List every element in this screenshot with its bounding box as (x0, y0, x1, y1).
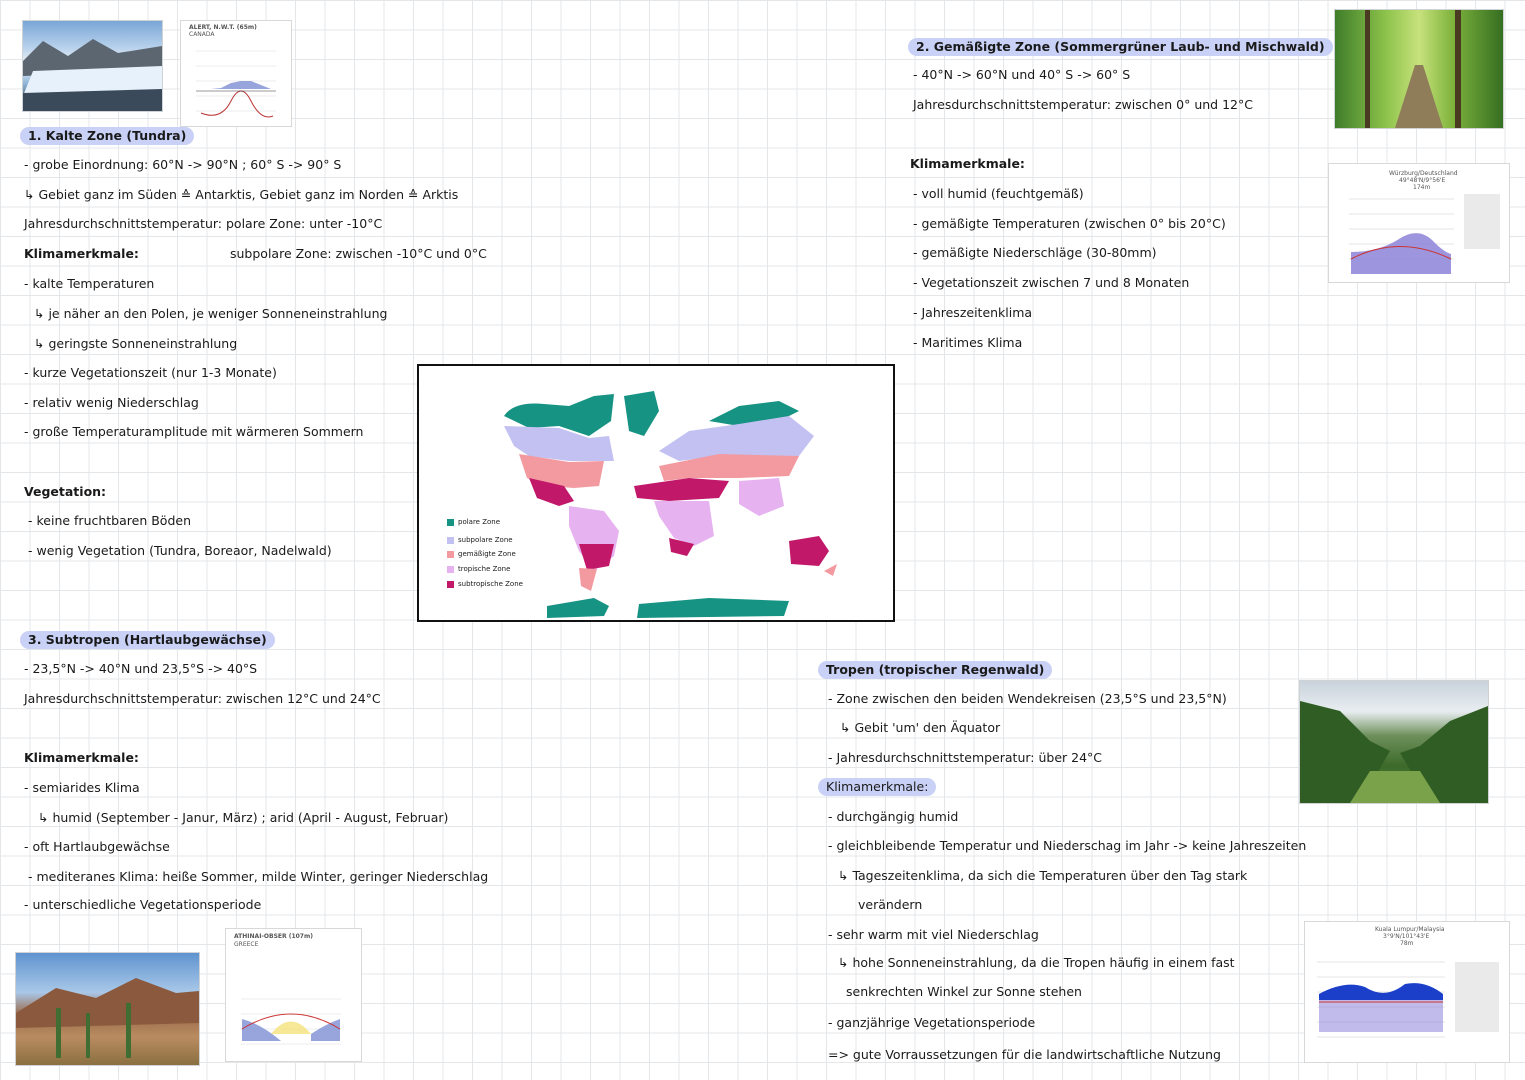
tundra-feature: - kurze Vegetationszeit (nur 1-3 Monate) (24, 365, 277, 380)
greenland (624, 391, 659, 436)
tundra-line: ↳ Gebiet ganz im Süden ≙ Antarktis, Gebiet ganz im Norden ≙ Arktis (24, 187, 459, 202)
temperate-feature: - Jahreszeitenklima (913, 305, 1033, 320)
chart-coords: 49°48'N/9°56'E (1399, 177, 1446, 184)
subtropics-feature: - oft Hartlaubgewächse (24, 839, 170, 854)
asia-tropical (739, 478, 784, 516)
nz-temperate (824, 564, 837, 576)
tropics-feature: ↳ hohe Sonneneinstrahlung, da die Tropen häufig in einem fast (838, 955, 1235, 970)
chart-title: Kuala Lumpur/Malaysia (1375, 926, 1445, 933)
tropics-title: Tropen (tropischer Regenwald) (818, 661, 1052, 679)
tropics-feature: - gleichbleibende Temperatur und Niederschag im Jahr -> keine Jahreszeiten (828, 838, 1307, 853)
temperate-klima-label: Klimamerkmale: (910, 156, 1025, 171)
antarctica-east (637, 598, 789, 618)
subtropics-feature: - semiarides Klima (24, 780, 140, 795)
subtropics-chart-plot (226, 929, 361, 1061)
tundra-line: - grobe Einordnung: 60°N -> 90°N ; 60° S -> 90° S (24, 157, 342, 172)
tundra-line: Jahresdurchschnittstemperatur: polare Zone: unter -10°C (24, 216, 383, 231)
rainforest-shapes (1300, 681, 1488, 803)
subtropics-feature: - mediteranes Klima: heiße Sommer, milde Winter, geringer Niederschlag (28, 869, 489, 884)
tundra-feature: - kalte Temperaturen (24, 276, 155, 291)
climate-zone-map (417, 364, 895, 622)
tundra-klima-label: Klimamerkmale: (24, 246, 139, 261)
tundra-vegetation-item: - wenig Vegetation (Tundra, Boreaor, Nadelwald) (28, 543, 332, 558)
glacier-photo (22, 20, 163, 112)
forest-photo (1334, 9, 1504, 129)
legend-subpolar: subpolare Zone (447, 536, 513, 544)
subtropics-feature: ↳ humid (September - Janur, März) ; arid (April - August, Februar) (38, 810, 449, 825)
temperate-chart-plot (1329, 164, 1509, 282)
chart-subtitle: CANADA (189, 31, 215, 38)
forest-shapes (1335, 10, 1503, 128)
sa-temperate (579, 568, 597, 591)
eurasia-subtropical (634, 478, 729, 501)
sa-subtropical (579, 544, 614, 570)
chart-altitude: 174m (1413, 184, 1431, 191)
chart-title: Würzburg/Deutschland (1389, 170, 1458, 177)
subtropics-title: 3. Subtropen (Hartlaubgewächse) (20, 631, 275, 649)
tropics-feature: verändern (858, 897, 923, 912)
temperate-feature: - Vegetationszeit zwischen 7 und 8 Monaten (913, 275, 1190, 290)
temperate-climate-chart (1328, 163, 1510, 283)
temperate-line: Jahresdurchschnittstemperatur: zwischen 0° und 12°C (913, 97, 1253, 112)
tundra-title: 1. Kalte Zone (Tundra) (20, 127, 194, 145)
chart-coords: 3°9'N/101°43'E (1383, 933, 1430, 940)
temperate-feature: - voll humid (feuchtgemäß) (913, 186, 1084, 201)
tropics-feature: - ganzjährige Vegetationsperiode (828, 1015, 1036, 1030)
rainforest-photo (1299, 680, 1489, 804)
tropics-line: - Jahresdurchschnittstemperatur: über 24°C (828, 750, 1103, 765)
antarctica-west (547, 598, 609, 618)
tundra-vegetation-item: - keine fruchtbaren Böden (28, 513, 192, 528)
chart-title: ATHINAI-OBSER (107m) (234, 933, 313, 940)
desert-shapes (16, 953, 199, 1065)
tropics-climate-chart (1304, 921, 1510, 1063)
tropics-feature: - durchgängig humid (828, 809, 959, 824)
tundra-subpolar: subpolare Zone: zwischen -10°C und 0°C (230, 246, 487, 261)
temperate-feature: - gemäßigte Temperaturen (zwischen 0° bis 20°C) (913, 216, 1226, 231)
chart-altitude: 78m (1400, 940, 1414, 947)
subtropics-line: Jahresdurchschnittstemperatur: zwischen 12°C und 24°C (24, 691, 381, 706)
tropics-klima-label: Klimamerkmale: (818, 778, 936, 796)
tropics-line: - Zone zwischen den beiden Wendekreisen (23,5°S und 23,5°N) (828, 691, 1227, 706)
tundra-feature: - relativ wenig Niederschlag (24, 395, 199, 410)
subtropics-feature: - unterschiedliche Vegetationsperiode (24, 897, 262, 912)
tropics-chart-plot (1305, 922, 1509, 1062)
chart-title: ALERT, N.W.T. (65m) (189, 24, 257, 31)
desert-photo (15, 952, 200, 1066)
tundra-vegetation-label: Vegetation: (24, 484, 107, 499)
tropics-line: ↳ Gebit 'um' den Äquator (840, 720, 1001, 735)
tundra-feature: ↳ je näher an den Polen, je weniger Sonneneinstrahlung (34, 306, 388, 321)
subtropics-climate-chart (225, 928, 362, 1062)
legend-temperate: gemäßigte Zone (447, 550, 516, 558)
temperate-feature: - gemäßigte Niederschläge (30-80mm) (913, 245, 1157, 260)
subtropics-line: - 23,5°N -> 40°N und 23,5°S -> 40°S (24, 661, 258, 676)
tropics-feature: - sehr warm mit viel Niederschlag (828, 927, 1039, 942)
legend-tropical: tropische Zone (447, 565, 510, 573)
tropics-feature: ↳ Tageszeitenklima, da sich die Temperaturen über den Tag stark (838, 868, 1248, 883)
temperate-title: 2. Gemäßigte Zone (Sommergrüner Laub- und Mischwald) (908, 38, 1333, 56)
legend-subtropical: subtropische Zone (447, 580, 523, 588)
tropics-feature: => gute Vorraussetzungen für die landwirtschaftliche Nutzung (828, 1047, 1221, 1062)
subtropics-klima-label: Klimamerkmale: (24, 750, 139, 765)
tundra-chart-plot (181, 21, 291, 126)
chart-subtitle: GREECE (234, 941, 259, 948)
tropics-feature: senkrechten Winkel zur Sonne stehen (846, 984, 1082, 999)
temperate-feature: - Maritimes Klima (913, 335, 1023, 350)
tundra-climate-chart (180, 20, 292, 127)
africa-tropical (654, 501, 714, 546)
tundra-feature: - große Temperaturamplitude mit wärmeren Sommern (24, 424, 364, 439)
glacier-shapes (23, 21, 162, 111)
tundra-feature: ↳ geringste Sonneneinstrahlung (34, 336, 238, 351)
australia-subtropical (789, 536, 829, 566)
temperate-line: - 40°N -> 60°N und 40° S -> 60° S (913, 67, 1131, 82)
legend-polar: polare Zone (447, 518, 500, 526)
